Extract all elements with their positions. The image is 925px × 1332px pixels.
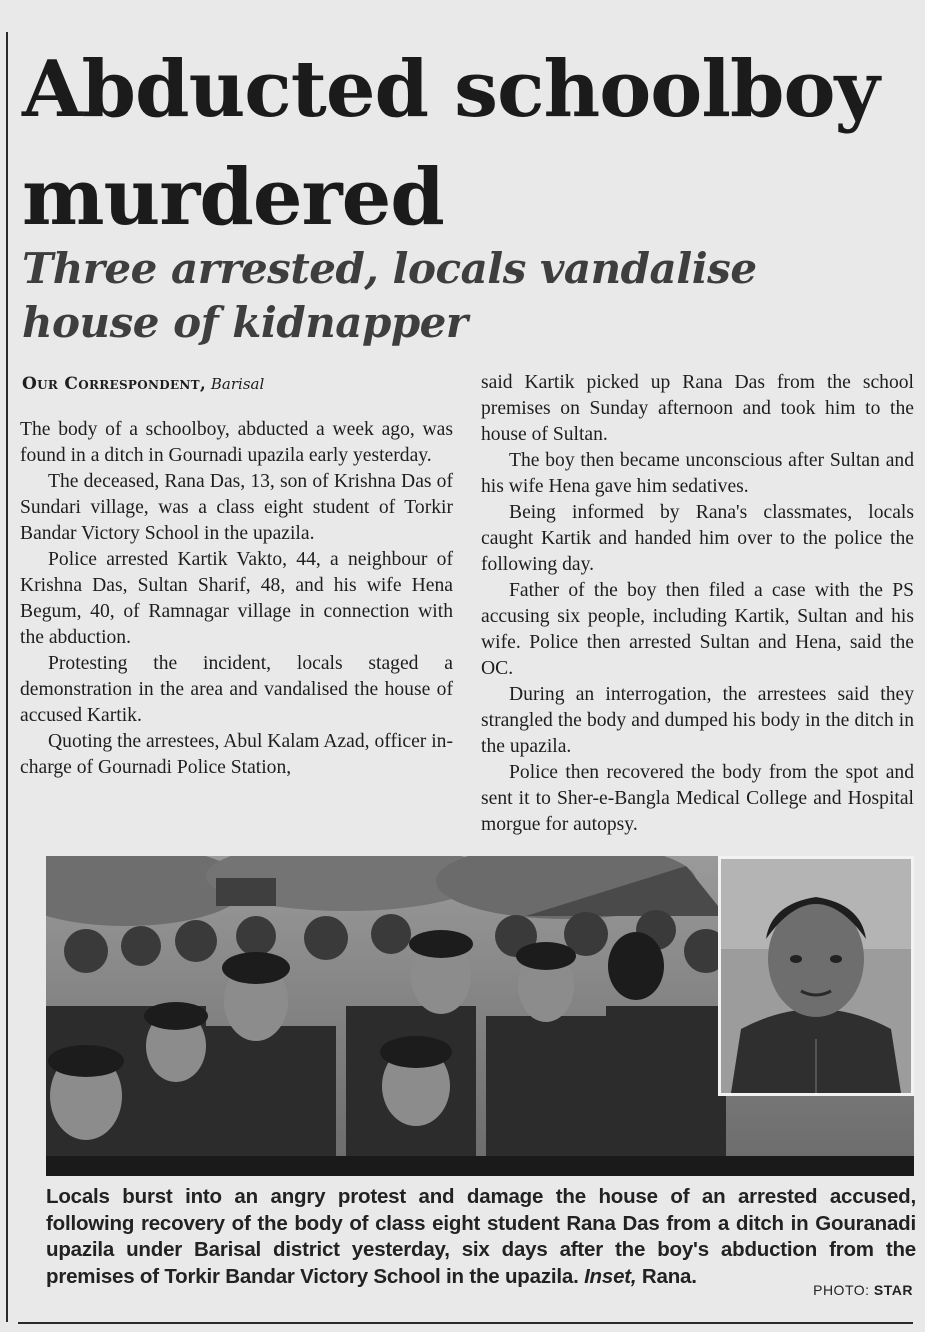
credit-label: PHOTO: bbox=[813, 1282, 870, 1298]
paragraph: Being informed by Rana's classmates, locals caught Kartik and handed him over to the police the following day. bbox=[481, 502, 914, 575]
subheadline-line-2: house of kidnapper bbox=[22, 298, 468, 347]
paragraph: Quoting the arrestees, Abul Kalam Azad, officer in-charge of Gournadi Police Station, bbox=[20, 731, 453, 778]
article-column-2 bbox=[481, 370, 914, 838]
paragraph: The body of a schoolboy, abducted a week ago, was found in a ditch in Gournadi upazila early yesterday. bbox=[20, 419, 453, 466]
byline-name: Our Correspondent, bbox=[22, 374, 207, 394]
subheadline-line-1: Three arrested, locals vandalise bbox=[22, 244, 757, 293]
headline bbox=[22, 36, 912, 252]
headline-line-1: Abducted schoolboy bbox=[22, 44, 879, 135]
bottom-rule bbox=[18, 1322, 913, 1324]
inset-portrait-photo bbox=[718, 856, 914, 1096]
caption-inset-label: Inset, bbox=[584, 1264, 637, 1288]
paragraph: Protesting the incident, locals staged a demonstration in the area and vandalised the house of accused Kartik. bbox=[20, 653, 453, 726]
credit-source: STAR bbox=[873, 1282, 913, 1298]
paragraph: said Kartik picked up Rana Das from the school premises on Sunday afternoon and took him to the house of Sultan. bbox=[481, 372, 914, 445]
paragraph: During an interrogation, the arrestees said they strangled the body and dumped his body in the ditch in the upazila. bbox=[481, 684, 914, 757]
byline bbox=[22, 374, 264, 394]
subheadline bbox=[22, 242, 912, 350]
paragraph: The boy then became unconscious after Sultan and his wife Hena gave him sedatives. bbox=[481, 450, 914, 497]
photo-caption bbox=[46, 1184, 916, 1290]
caption-text: Locals burst into an angry protest and damage the house of an arrested accused, following recovery of the body of class eight student Rana Das from a ditch in Gouranadi upazila under Barisal district yesterday, six days after the boy's abduction from the premises of Torkir Bandar Victory School in the upazila. bbox=[46, 1185, 916, 1288]
byline-place: Barisal bbox=[210, 375, 265, 393]
paragraph: Father of the boy then filed a case with the PS accusing six people, including Kartik, Sultan and his wife. Police then arrested Sultan and Hena, said the OC. bbox=[481, 580, 914, 679]
caption-inset-name: Rana. bbox=[641, 1264, 697, 1288]
photo-credit bbox=[813, 1282, 913, 1298]
article-column-1 bbox=[20, 417, 453, 781]
headline-line-2: murdered bbox=[22, 152, 444, 243]
paragraph: The deceased, Rana Das, 13, son of Krishna Das of Sundari village, was a class eight student of Torkir Bandar Victory School in the upazila. bbox=[20, 471, 453, 544]
paragraph: Police arrested Kartik Vakto, 44, a neighbour of Krishna Das, Sultan Sharif, 48, and his wife Hena Begum, 40, of Ramnagar village in connection with the abduction. bbox=[20, 549, 453, 648]
left-column-rule bbox=[6, 32, 8, 1322]
paragraph: Police then recovered the body from the spot and sent it to Sher-e-Bangla Medical College and Hospital morgue for autopsy. bbox=[481, 762, 914, 835]
